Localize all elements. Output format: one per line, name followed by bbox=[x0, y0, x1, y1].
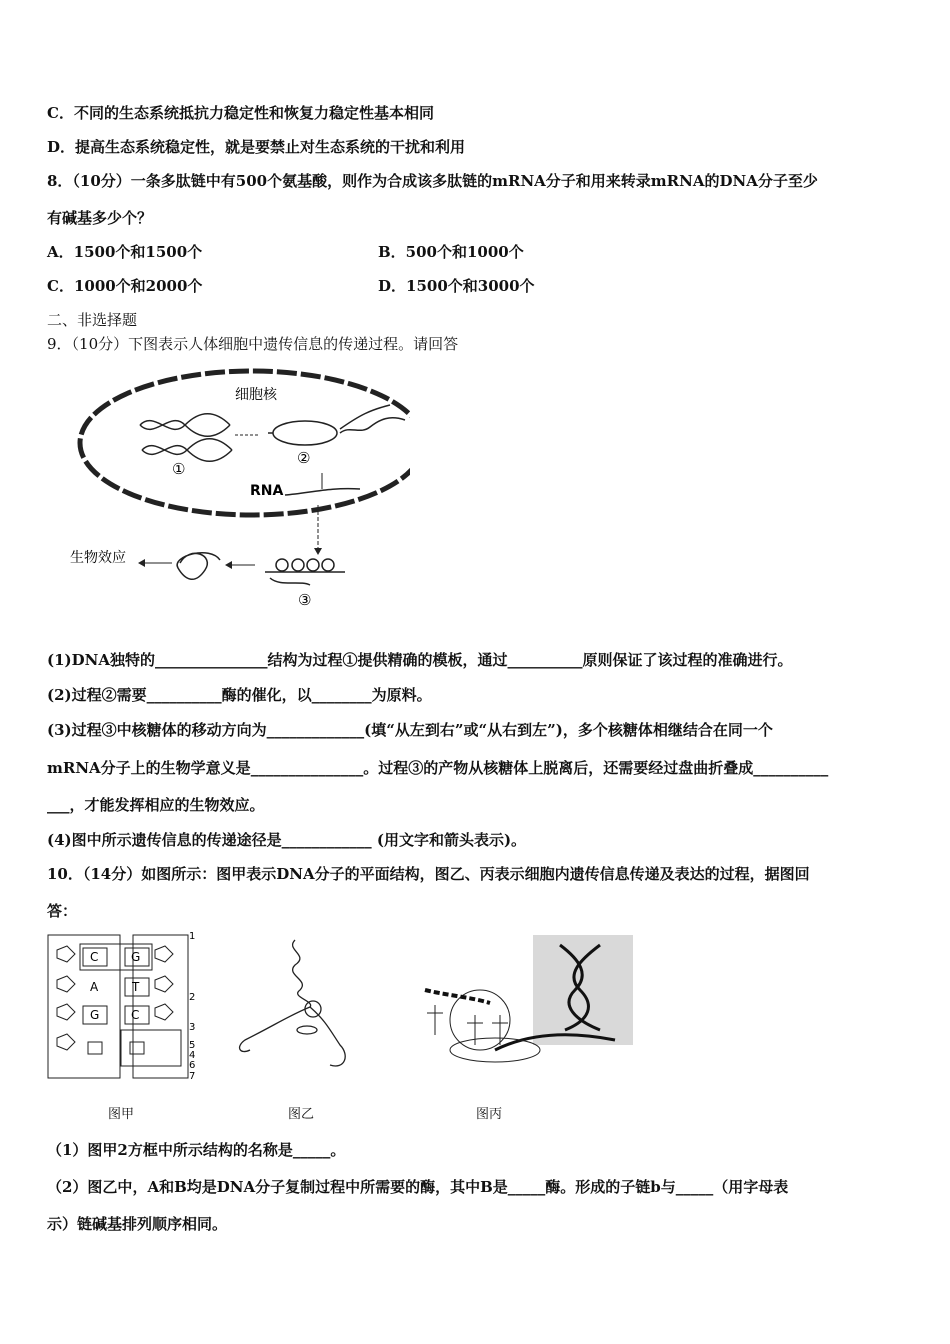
base-label: G bbox=[90, 1008, 100, 1022]
replication-fork-icon bbox=[240, 940, 346, 1066]
q8-option-b: B．500个和1000个 bbox=[378, 243, 524, 261]
q10-sub1: （1）图甲2方框中所示结构的名称是_____。 bbox=[47, 1141, 346, 1159]
figure-q9 bbox=[60, 365, 410, 610]
label-6: 6 bbox=[189, 1060, 196, 1071]
q10-sub2-line1: （2）图乙中，A和B均是DNA分子复制过程中所需要的酶，其中B是_____酶。形成的子链b与_____（用字母表 bbox=[47, 1178, 789, 1196]
label-4: 4 bbox=[189, 1050, 196, 1061]
base-label: T bbox=[132, 980, 140, 994]
q8-stem-line2: 有碱基多少个？ bbox=[47, 209, 153, 227]
base-box-7 bbox=[88, 1042, 102, 1054]
rna-strand bbox=[285, 489, 360, 495]
label-2: 2 bbox=[189, 992, 196, 1003]
option-d-prev: D．提高生态系统稳定性，就是要禁止对生态系统的干扰和利用 bbox=[47, 138, 466, 156]
dna-helix-icon bbox=[140, 414, 232, 462]
folded-protein-icon bbox=[177, 553, 220, 580]
caption-yi: 图乙 bbox=[288, 1107, 315, 1122]
nucleus-label: 细胞核 bbox=[235, 387, 277, 403]
q9-sub3-line2: mRNA分子上的生物学意义是_______________。过程③的产物从核糖体上脱离后，还需要经过盘曲折叠成__________ bbox=[47, 759, 829, 777]
caption-bing: 图丙 bbox=[476, 1107, 503, 1122]
nucleus-region bbox=[533, 935, 633, 1045]
step-1-marker: ① bbox=[172, 460, 186, 478]
base-label: C bbox=[90, 950, 99, 964]
q10-stem-line2: 答： bbox=[47, 902, 78, 920]
q9-sub4: (4)图中所示遗传信息的传递途径是____________ (用文字和箭头表示)。 bbox=[47, 831, 527, 849]
option-c-prev: C．不同的生态系统抵抗力稳定性和恢复力稳定性基本相同 bbox=[47, 104, 434, 122]
transcription-bubble-icon bbox=[268, 405, 405, 445]
q8-option-d: D．1500个和3000个 bbox=[378, 277, 535, 295]
q8-stem-line1: 8．（10分）一条多肽链中有500个氨基酸，则作为合成该多肽链的mRNA分子和用来转录mRNA的DNA分子至少 bbox=[47, 172, 818, 190]
q10-sub2-line2: 示）链碱基排列顺序相同。 bbox=[47, 1215, 228, 1233]
figure-jia bbox=[45, 930, 205, 1085]
arrow-5-head bbox=[138, 559, 145, 567]
rna-label: RNA bbox=[250, 483, 284, 499]
label-1: 1 bbox=[189, 931, 196, 942]
trna-icons bbox=[427, 1005, 508, 1045]
step-2-marker: ② bbox=[297, 449, 311, 467]
ribosome-chain-icon bbox=[265, 559, 345, 585]
base-box-8 bbox=[130, 1042, 144, 1054]
q9-sub1: (1)DNA独特的_______________结构为过程①提供精确的模板，通过__________原则保证了该过程的准确进行。 bbox=[47, 651, 793, 669]
q8-option-c: C．1000个和2000个 bbox=[47, 277, 203, 295]
q9-sub2: (2)过程②需要__________酶的催化，以________为原料。 bbox=[47, 686, 432, 704]
q9-sub3-line1: (3)过程③中核糖体的移动方向为_____________(填“从左到右”或“从右到左”)，多个核糖体相继结合在同一个 bbox=[47, 721, 773, 739]
section-heading: 二、非选择题 bbox=[47, 311, 138, 329]
figure-bing bbox=[415, 935, 637, 1085]
label-3: 3 bbox=[189, 1022, 196, 1033]
label-5: 5 bbox=[189, 1040, 196, 1051]
base-label: G bbox=[131, 950, 141, 964]
label-7: 7 bbox=[189, 1071, 196, 1082]
figure-yi bbox=[225, 935, 375, 1085]
base-label: A bbox=[90, 980, 99, 994]
q8-option-a: A．1500个和1500个 bbox=[47, 243, 203, 261]
base-label: C bbox=[131, 1008, 140, 1022]
arrow-3-head bbox=[314, 548, 322, 555]
sugar-phosphate-icons bbox=[57, 946, 173, 1050]
step-3-marker: ③ bbox=[298, 591, 312, 609]
effect-label: 生物效应 bbox=[70, 550, 126, 566]
polypeptide-chain bbox=[425, 990, 490, 1003]
q9-stem: 9．（10分）下图表示人体细胞中遗传信息的传递过程。请回答 bbox=[47, 335, 459, 353]
arrow-4-head bbox=[225, 561, 232, 569]
q9-sub3-line3: ___，才能发挥相应的生物效应。 bbox=[47, 796, 265, 814]
q10-stem-line1: 10．（14分）如图所示：图甲表示DNA分子的平面结构，图乙、丙表示细胞内遗传信息传递及表达的过程，据图回 bbox=[47, 865, 810, 883]
caption-jia: 图甲 bbox=[108, 1107, 135, 1122]
